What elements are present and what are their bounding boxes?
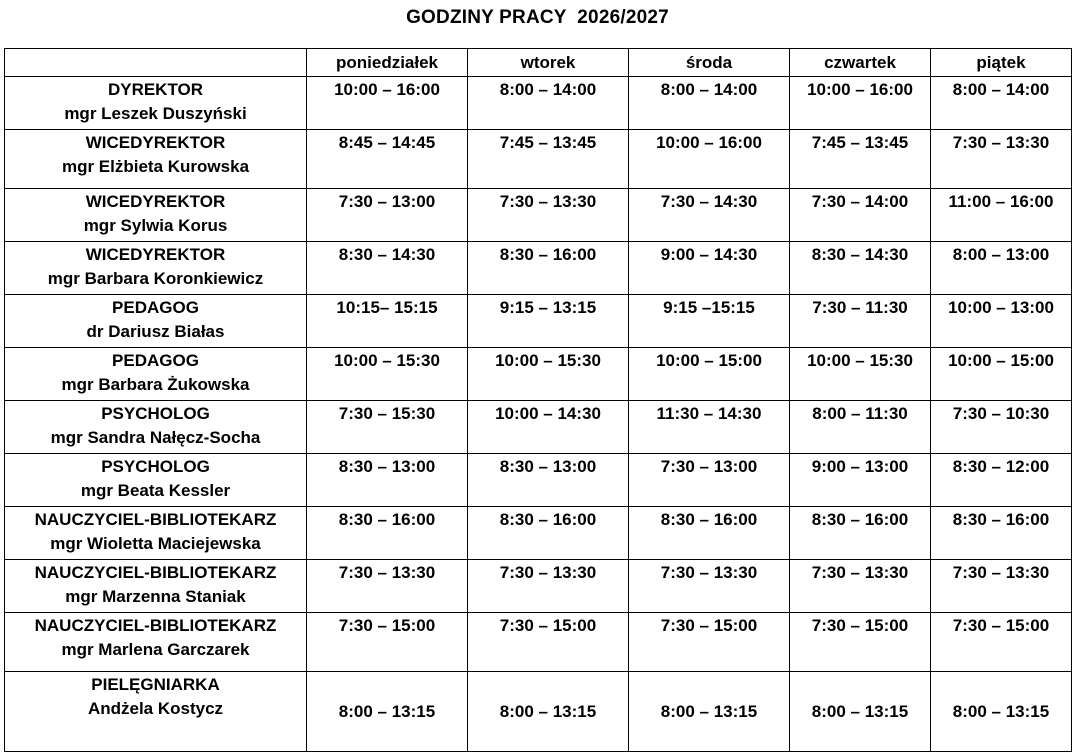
- hours-cell-friday: 7:30 – 13:30: [931, 560, 1072, 613]
- person-cell: [5, 130, 307, 189]
- hours-cell-monday: 8:30 – 13:00: [307, 454, 468, 507]
- hours-cell-wednesday: 7:30 – 14:30: [629, 189, 790, 242]
- table-row: [5, 672, 1072, 752]
- hours-cell-wednesday: 10:00 – 16:00: [629, 130, 790, 189]
- hours-cell-tuesday: 7:30 – 13:30: [468, 560, 629, 613]
- table-row: [5, 189, 1072, 242]
- person-role: PSYCHOLOG: [101, 457, 210, 476]
- hours-cell-tuesday: 9:15 – 13:15: [468, 295, 629, 348]
- hours-cell-thursday: 7:45 – 13:45: [790, 130, 931, 189]
- table-row: [5, 348, 1072, 401]
- header-day-monday: poniedziałek: [307, 49, 468, 77]
- table-row: [5, 454, 1072, 507]
- hours-cell-monday: 8:30 – 14:30: [307, 242, 468, 295]
- person-name: mgr Barbara Koronkiewicz: [47, 269, 264, 288]
- hours-cell-thursday: 7:30 – 15:00: [790, 613, 931, 672]
- hours-cell-monday: 8:30 – 16:00: [307, 507, 468, 560]
- hours-cell-friday: 8:30 – 16:00: [931, 507, 1072, 560]
- table-row: [5, 613, 1072, 672]
- person-cell: [5, 560, 307, 613]
- hours-cell-friday: 10:00 – 15:00: [931, 348, 1072, 401]
- hours-cell-tuesday: 10:00 – 15:30: [468, 348, 629, 401]
- hours-cell-monday: 7:30 – 13:30: [307, 560, 468, 613]
- person-name: mgr Sylwia Korus: [83, 216, 228, 235]
- hours-cell-thursday: 8:30 – 16:00: [790, 507, 931, 560]
- hours-cell-friday: 8:00 – 14:00: [931, 77, 1072, 130]
- table-row: [5, 560, 1072, 613]
- hours-cell-tuesday: 7:45 – 13:45: [468, 130, 629, 189]
- hours-cell-monday: 7:30 – 13:00: [307, 189, 468, 242]
- hours-cell-tuesday: 8:30 – 16:00: [468, 242, 629, 295]
- person-name: dr Dariusz Białas: [86, 322, 225, 341]
- header-day-thursday: czwartek: [790, 49, 931, 77]
- hours-cell-tuesday: 10:00 – 14:30: [468, 401, 629, 454]
- header-day-tuesday: wtorek: [468, 49, 629, 77]
- person-name: mgr Sandra Nałęcz-Socha: [50, 428, 261, 447]
- hours-cell-wednesday: 7:30 – 15:00: [629, 613, 790, 672]
- hours-cell-thursday: 8:00 – 13:15: [790, 672, 931, 752]
- hours-cell-thursday: 9:00 – 13:00: [790, 454, 931, 507]
- person-role: WICEDYREKTOR: [85, 192, 226, 211]
- person-cell: [5, 77, 307, 130]
- hours-cell-monday: 7:30 – 15:00: [307, 613, 468, 672]
- person-cell: [5, 507, 307, 560]
- hours-cell-thursday: 10:00 – 15:30: [790, 348, 931, 401]
- hours-cell-monday: 10:15– 15:15: [307, 295, 468, 348]
- person-cell: [5, 454, 307, 507]
- person-role: PIELĘGNIARKA: [91, 675, 220, 694]
- hours-cell-wednesday: 8:00 – 13:15: [629, 672, 790, 752]
- hours-cell-wednesday: 11:30 – 14:30: [629, 401, 790, 454]
- page-title: GODZINY PRACY 2026/2027: [406, 7, 669, 28]
- person-name: mgr Marzenna Staniak: [65, 587, 246, 606]
- hours-cell-thursday: 8:30 – 14:30: [790, 242, 931, 295]
- hours-cell-friday: 8:00 – 13:00: [931, 242, 1072, 295]
- person-cell: [5, 613, 307, 672]
- hours-cell-wednesday: 7:30 – 13:00: [629, 454, 790, 507]
- hours-cell-monday: 8:45 – 14:45: [307, 130, 468, 189]
- hours-cell-thursday: 8:00 – 11:30: [790, 401, 931, 454]
- hours-cell-friday: 7:30 – 15:00: [931, 613, 1072, 672]
- person-name: mgr Marlena Garczarek: [61, 640, 250, 659]
- hours-cell-friday: 7:30 – 10:30: [931, 401, 1072, 454]
- hours-cell-tuesday: 8:30 – 16:00: [468, 507, 629, 560]
- person-name: mgr Elżbieta Kurowska: [61, 157, 250, 176]
- table-row: [5, 295, 1072, 348]
- person-cell: [5, 242, 307, 295]
- header-day-wednesday: środa: [629, 49, 790, 77]
- hours-cell-wednesday: 9:15 –15:15: [629, 295, 790, 348]
- person-name: mgr Wioletta Maciejewska: [50, 534, 261, 553]
- hours-cell-thursday: 7:30 – 11:30: [790, 295, 931, 348]
- hours-cell-wednesday: 8:30 – 16:00: [629, 507, 790, 560]
- table-row: [5, 507, 1072, 560]
- table-row: [5, 130, 1072, 189]
- hours-cell-wednesday: 10:00 – 15:00: [629, 348, 790, 401]
- hours-cell-monday: 7:30 – 15:30: [307, 401, 468, 454]
- table-row: [5, 77, 1072, 130]
- person-role: PEDAGOG: [112, 351, 199, 370]
- table-header-row: [5, 49, 1072, 77]
- table-row: [5, 401, 1072, 454]
- person-cell: [5, 401, 307, 454]
- header-corner-cell: [5, 49, 307, 77]
- hours-cell-friday: 7:30 – 13:30: [931, 130, 1072, 189]
- hours-cell-wednesday: 7:30 – 13:30: [629, 560, 790, 613]
- hours-cell-monday: 8:00 – 13:15: [307, 672, 468, 752]
- hours-cell-monday: 10:00 – 15:30: [307, 348, 468, 401]
- hours-cell-friday: 10:00 – 13:00: [931, 295, 1072, 348]
- hours-cell-monday: 10:00 – 16:00: [307, 77, 468, 130]
- hours-cell-wednesday: 8:00 – 14:00: [629, 77, 790, 130]
- hours-cell-tuesday: 8:00 – 13:15: [468, 672, 629, 752]
- person-name: mgr Barbara Żukowska: [61, 375, 250, 394]
- person-role: WICEDYREKTOR: [85, 245, 226, 264]
- person-role: NAUCZYCIEL-BIBLIOTEKARZ: [34, 510, 277, 529]
- person-role: PEDAGOG: [112, 298, 199, 317]
- person-role: PSYCHOLOG: [101, 404, 210, 423]
- hours-cell-tuesday: 8:00 – 14:00: [468, 77, 629, 130]
- working-hours-table: [4, 48, 1072, 752]
- person-name: mgr Beata Kessler: [80, 481, 231, 500]
- hours-cell-tuesday: 7:30 – 13:30: [468, 189, 629, 242]
- person-name: mgr Leszek Duszyński: [64, 104, 247, 123]
- hours-cell-friday: 8:30 – 12:00: [931, 454, 1072, 507]
- person-cell: [5, 295, 307, 348]
- hours-cell-thursday: 7:30 – 13:30: [790, 560, 931, 613]
- header-day-friday: piątek: [931, 49, 1072, 77]
- hours-cell-friday: 8:00 – 13:15: [931, 672, 1072, 752]
- person-name: Andżela Kostycz: [87, 699, 224, 718]
- person-role: DYREKTOR: [107, 80, 204, 99]
- person-role: WICEDYREKTOR: [85, 133, 226, 152]
- hours-cell-wednesday: 9:00 – 14:30: [629, 242, 790, 295]
- person-cell: [5, 189, 307, 242]
- person-cell: [5, 348, 307, 401]
- person-cell: [5, 672, 307, 752]
- person-role: NAUCZYCIEL-BIBLIOTEKARZ: [34, 563, 277, 582]
- hours-cell-thursday: 10:00 – 16:00: [790, 77, 931, 130]
- person-role: NAUCZYCIEL-BIBLIOTEKARZ: [34, 616, 277, 635]
- table-row: [5, 242, 1072, 295]
- hours-cell-thursday: 7:30 – 14:00: [790, 189, 931, 242]
- hours-cell-tuesday: 8:30 – 13:00: [468, 454, 629, 507]
- hours-cell-friday: 11:00 – 16:00: [931, 189, 1072, 242]
- hours-cell-tuesday: 7:30 – 15:00: [468, 613, 629, 672]
